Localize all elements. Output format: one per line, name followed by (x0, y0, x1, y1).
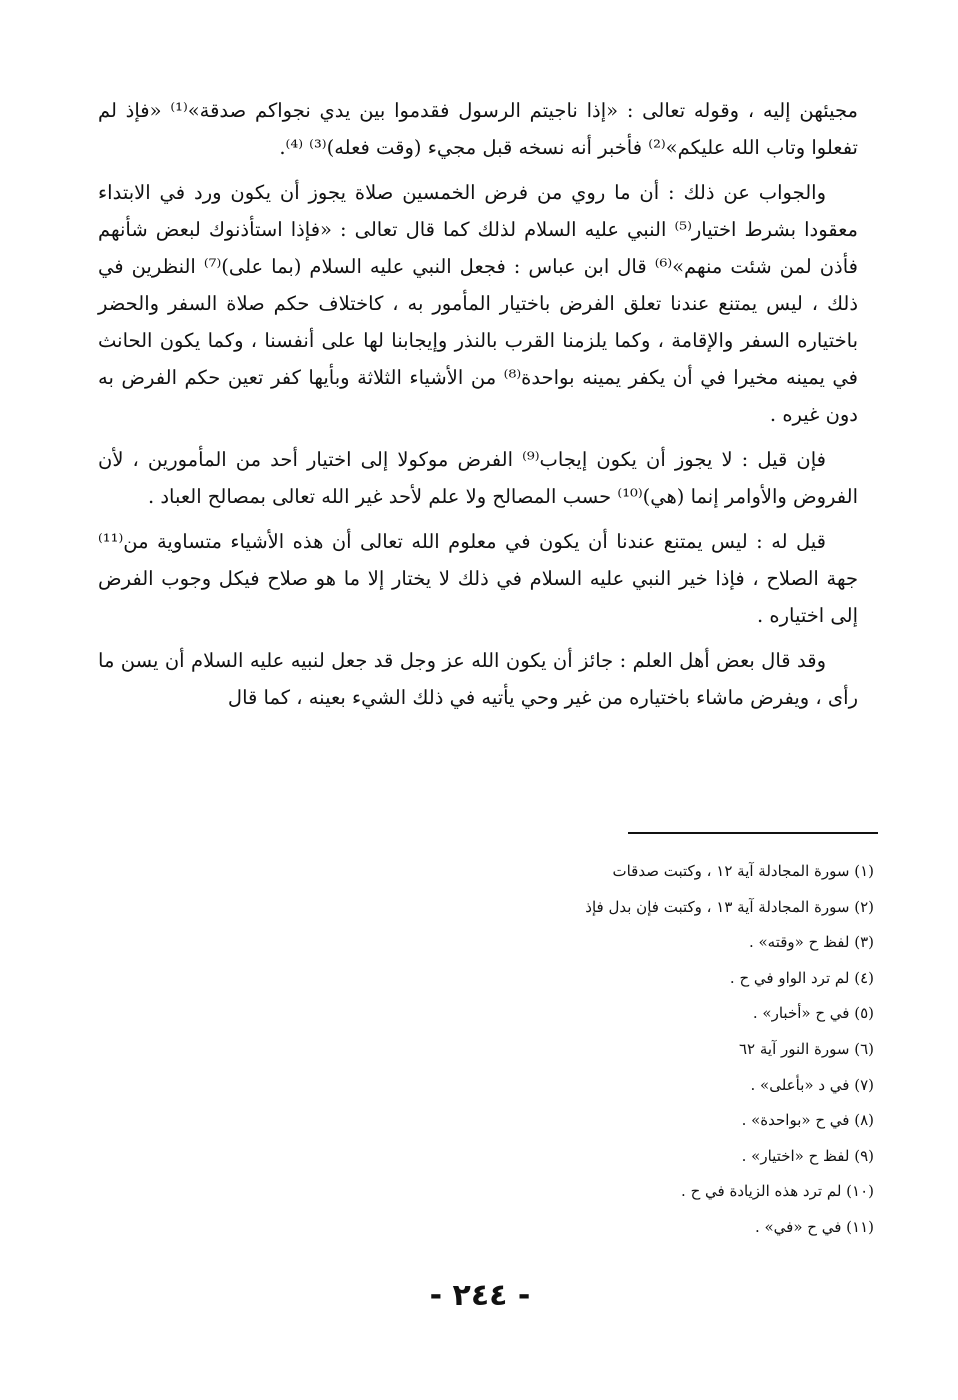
footnote: (٦) سورة النور آية ٦٢ (738, 1039, 874, 1058)
paragraph: مجيئهن إليه ، وقوله تعالى : «إذا ناجيتم الرسول فقدموا بين يدي نجواكم صدقة»⁽¹⁾ «فإذ لم تفعلوا وتاب الله عليكم»⁽²⁾ فأخبر أنه نسخه قبل مجيء (وقت فعله)⁽³⁾ ⁽⁴⁾. (98, 99, 858, 159)
footnote: (٥) في ح «أخبار» . (752, 1004, 874, 1023)
footnote: (٤) لم ترد الواو في ح . (729, 968, 874, 987)
footnote: (٨) في ح «بواحدة» . (741, 1111, 874, 1130)
footnote: (٧) في د «بأعلى» . (750, 1075, 874, 1094)
footnote: (٩) لفظ ح «اختيار» . (741, 1146, 874, 1165)
paragraph: قيل له : ليس يمتنع عندنا أن يكون في معلوم الله تعالى أن هذه الأشياء متساوية من⁽¹¹⁾ جهة الصلاح ، فإذا خير النبي عليه السلام في ذلك لا يختار إلا ما هو صلاح فيكل وجوب الفرض إلى اختياره . (98, 530, 858, 627)
footnote-divider (628, 832, 878, 834)
paragraph: فإن قيل : لا يجوز أن يكون إيجاب⁽⁹⁾ الفرض موكولا إلى اختيار أحد من المأمورين ، لأن الفروض والأوامر إنما (هي)⁽¹⁰⁾ حسب المصالح ولا علم لأحد غير الله تعالى بمصالح العباد . (98, 448, 858, 508)
footnote: (١١) في ح «في» . (754, 1217, 874, 1236)
footnote: (٣) لفظ ح «وقته» . (748, 933, 874, 952)
paragraph: وقد قال بعض أهل العلم : جائز أن يكون الله عز وجل قد جعل لنبيه عليه السلام أن يسن ما رأى ، ويفرض ماشاء باختياره من غير وحي يأتيه في ذلك الشيء بعينه ، كما قال (98, 649, 858, 709)
footnote: (١) سورة المجادلة آية ١٢ ، وكتبت صدقات (612, 862, 874, 880)
footnote: (١٠) لم ترد هذه الزيادة في ح . (681, 1182, 874, 1201)
page-number: - ٢٤٤ - (429, 1278, 531, 1313)
footnote: (٢) سورة المجادلة آية ١٣ ، وكتبت فإن بدل فإذ (585, 897, 874, 916)
footnotes-list (354, 854, 874, 1246)
main-text (98, 92, 858, 724)
paragraph: والجواب عن ذلك : أن ما روي من فرض الخمسين صلاة يجوز أن يكون ورد في الابتداء معقودا بشرط اختيار⁽⁵⁾ النبي عليه السلام لذلك كما قال تعالى : «فإذا استأذنوك لبعض شأنهم فأذن لمن شئت منهم»⁽⁶⁾ قال ابن عباس : فجعل النبي عليه السلام (بما على)⁽⁷⁾ النظرين في ذلك ، ليس يمتنع عندنا تعلق الفرض باختيار المأمور به ، كاختلاف حكم صلاة السفر والحضر باختياره السفر والإقامة ، وكما يلزمنا القرب بالنذر وإيجابنا لها على أنفسنا ، وكما يكون الحانث في يمينه مخيرا في أن يكفر يمينه بواحدة⁽⁸⁾ من الأشياء الثلاثة وبأيها كفر تعين حكم الفرض به دون غيره . (98, 181, 859, 426)
